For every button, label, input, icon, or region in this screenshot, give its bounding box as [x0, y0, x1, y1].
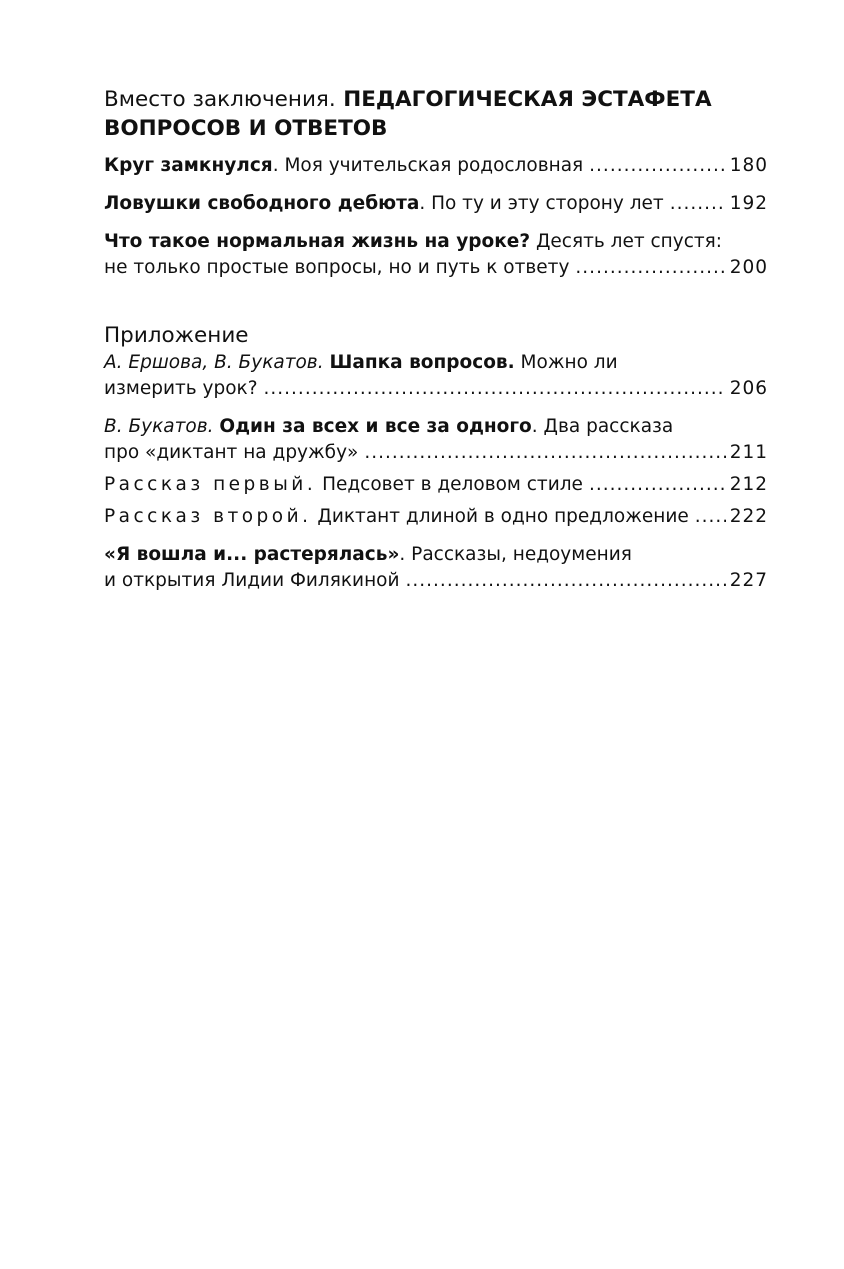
entry-first-line: [104, 229, 768, 255]
entry-second-line: про «диктант на дружбу»: [104, 442, 359, 463]
entry-subtitle: . Два рассказа: [531, 416, 674, 437]
dot-leader: [589, 472, 726, 498]
entry-first-line: [104, 542, 768, 568]
dot-leader: [695, 504, 726, 530]
entry-subtitle: Диктант длиной в одно предложение: [311, 506, 689, 527]
entry-subtitle: Можно ли: [514, 352, 618, 373]
entry-second-line: и открытия Лидии Филякиной: [104, 570, 400, 591]
toc-entry-rasskaz-pervyy[interactable]: [104, 472, 768, 498]
page-number: 212: [729, 474, 768, 495]
entry-subtitle: Педсовет в деловом стиле: [316, 474, 583, 495]
page-number: 206: [729, 378, 768, 399]
toc-entry-lovushki[interactable]: [104, 191, 768, 217]
entry-subtitle: . Рассказы, недоумения: [399, 544, 632, 565]
entry-author: А. Ершова, В. Букатов.: [104, 352, 324, 373]
entry-first-line: [104, 350, 768, 376]
section-lead: Вместо заключения.: [104, 87, 336, 112]
dot-leader: [406, 568, 726, 594]
toc-entry-ya-voshla[interactable]: [104, 542, 768, 594]
entry-bold-title: Круг замкнулся: [104, 155, 273, 176]
entry-first-line: [104, 414, 768, 440]
entry-bold-title: Шапка вопросов.: [329, 352, 515, 373]
toc-entry-normalnaya-zhizn[interactable]: [104, 229, 768, 281]
table-of-contents: [104, 85, 768, 606]
page-number: 227: [729, 570, 768, 591]
section-title: Приложение: [104, 323, 249, 348]
entry-subtitle: . Моя учительская родословная: [272, 155, 584, 176]
dot-leader: [670, 191, 726, 217]
page-number: 222: [729, 506, 768, 527]
entry-spaced-title: Рассказ первый.: [104, 474, 317, 495]
page-number: 192: [729, 193, 768, 214]
section-title-line1: ПЕДАГОГИЧЕСКАЯ ЭСТАФЕТА: [343, 87, 712, 112]
entry-author: В. Букатов.: [104, 416, 214, 437]
toc-entry-rasskaz-vtoroy[interactable]: [104, 504, 768, 530]
entry-second-line: измерить урок?: [104, 378, 258, 399]
toc-entry-krug[interactable]: [104, 153, 768, 179]
entry-subtitle: Десять лет спустя:: [530, 231, 723, 252]
dot-leader: [264, 376, 726, 402]
dot-leader: [589, 153, 726, 179]
toc-entry-shapka-voprosov[interactable]: [104, 350, 768, 402]
entry-bold-title: Что такое нормальная жизнь на уроке?: [104, 231, 531, 252]
dot-leader: [364, 440, 725, 466]
entry-bold-title: Ловушки свободного дебюта: [104, 193, 420, 214]
entry-second-line: не только простые вопросы, но и путь к ответу: [104, 257, 570, 278]
entry-bold-title: «Я вошла и... растерялась»: [104, 544, 400, 565]
entry-bold-title: Один за всех и все за одного: [219, 416, 532, 437]
toc-entry-odin-za-vseh[interactable]: [104, 414, 768, 466]
entry-spaced-title: Рассказ второй.: [104, 506, 312, 527]
page-number: 180: [729, 155, 768, 176]
page-number: 200: [729, 257, 768, 278]
entry-subtitle: . По ту и эту сторону лет: [419, 193, 664, 214]
section-heading-conclusion: [104, 85, 768, 143]
dot-leader: [575, 255, 725, 281]
page-number: 211: [729, 442, 768, 463]
section-heading-appendix: [104, 321, 768, 350]
section-title-line2: ВОПРОСОВ И ОТВЕТОВ: [104, 116, 388, 141]
